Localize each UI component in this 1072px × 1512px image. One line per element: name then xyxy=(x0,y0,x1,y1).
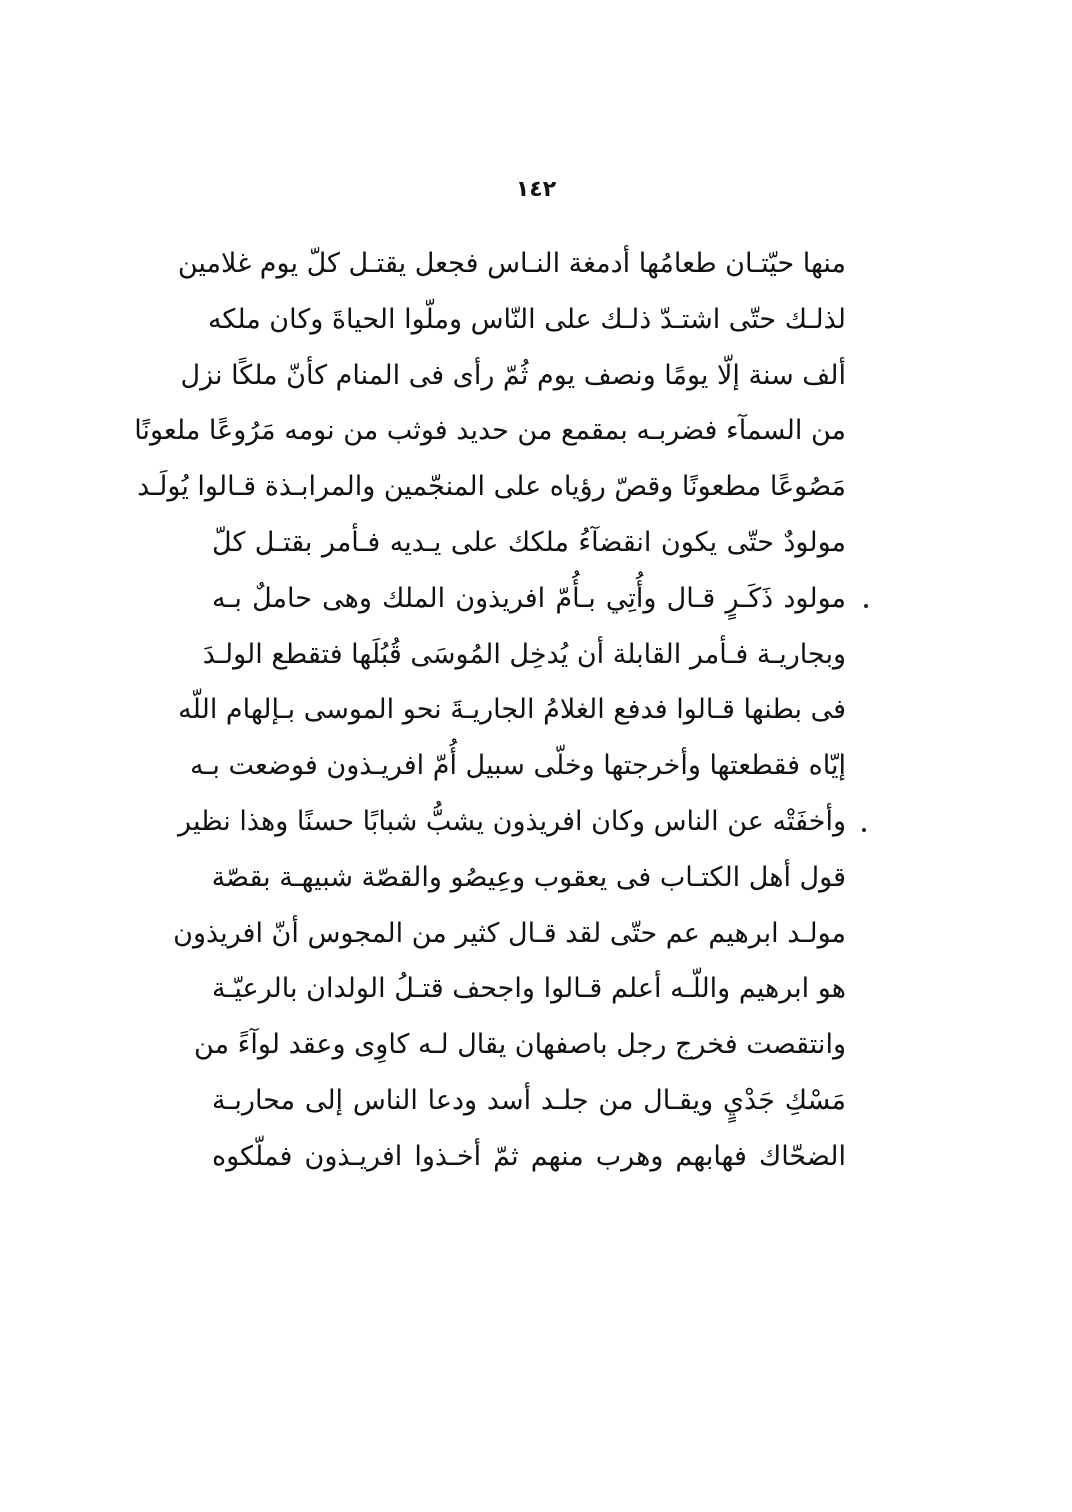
text-line: قول أهل الكتـاب فى يعقوب وعِيصُو والقصّة شبيهـة بقصّة xyxy=(211,861,846,893)
verse-marker-dot xyxy=(864,604,868,608)
text-line: الضحّاك فهابهم وهرب منهم ثمّ أخـذوا افريـذون فملّكوه xyxy=(212,1140,846,1172)
text-line: مولود ذَكَـرٍ قـال وأُتِي بـأُمّ افريذون الملك وهى حاملٌ بـه xyxy=(212,582,846,614)
text-line: إيّاه فقطعتها وأخرجتها وخلّى سبيل أُمّ افريـذون فوضعت بـه xyxy=(190,750,846,782)
text-line: لذلـك حتّى اشتـدّ ذلـك على النّاس وملّوا الحياةَ وكان ملكه xyxy=(207,303,846,335)
text-line: مولودٌ حتّى يكون انقضآءُ ملكك على يـديه فـأمر بقتـل كلّ xyxy=(212,526,846,558)
text-line: فى بطنها قـالوا فدفع الغلامُ الجاريـةَ نحو الموسى بـإلهام اللّه xyxy=(178,694,846,726)
text-line: وانتقصت فخرج رجل باصفهان يقال لـه كاوِى وعقد لوآءً من xyxy=(194,1029,846,1061)
text-line: وأخفَتْه عن الناس وكان افريذون يشبُّ شبابًا حسنًا وهذا نظير xyxy=(178,805,846,837)
text-line: مَسْكِ جَدْيٍ ويقـال من جلـد أسد ودعا الناس إلى محاربـة xyxy=(212,1084,846,1116)
page-number: ١٤٢ xyxy=(515,177,557,202)
text-line: مَصُوعًا مطعونًا وقصّ رؤياه على المنجّمين والمرابـذة قـالوا يُولَـد xyxy=(137,471,846,503)
text-line: من السمآء فضربـه بمقمع من حديد فوثب من نومه مَرُوعًا ملعونًا xyxy=(134,415,846,447)
verse-marker-dot xyxy=(862,828,866,832)
text-line: ألف سنة إلّا يومًا ونصف يوم ثُمّ رأى فى المنام كأنّ ملكًا نزل xyxy=(180,359,846,391)
text-block xyxy=(134,236,846,1185)
text-line: منها حيّتـان طعامُها أدمغة النـاس فجعل يقتـل كلّ يوم غلامين xyxy=(177,248,846,279)
text-line: هو ابرهيم واللّـه أعلم قـالوا واجحف قتـلُ الولدان بالرعيّـة xyxy=(212,973,846,1005)
text-line: مولـد ابرهيم عم حتّى لقد قـال كثير من المجوس أنّ افريذون xyxy=(173,917,846,949)
text-line: وبجاريـة فـأمر القابلة أن يُدخِل المُوسَى قُبُلَها فتقطع الولـدَ xyxy=(202,638,846,670)
